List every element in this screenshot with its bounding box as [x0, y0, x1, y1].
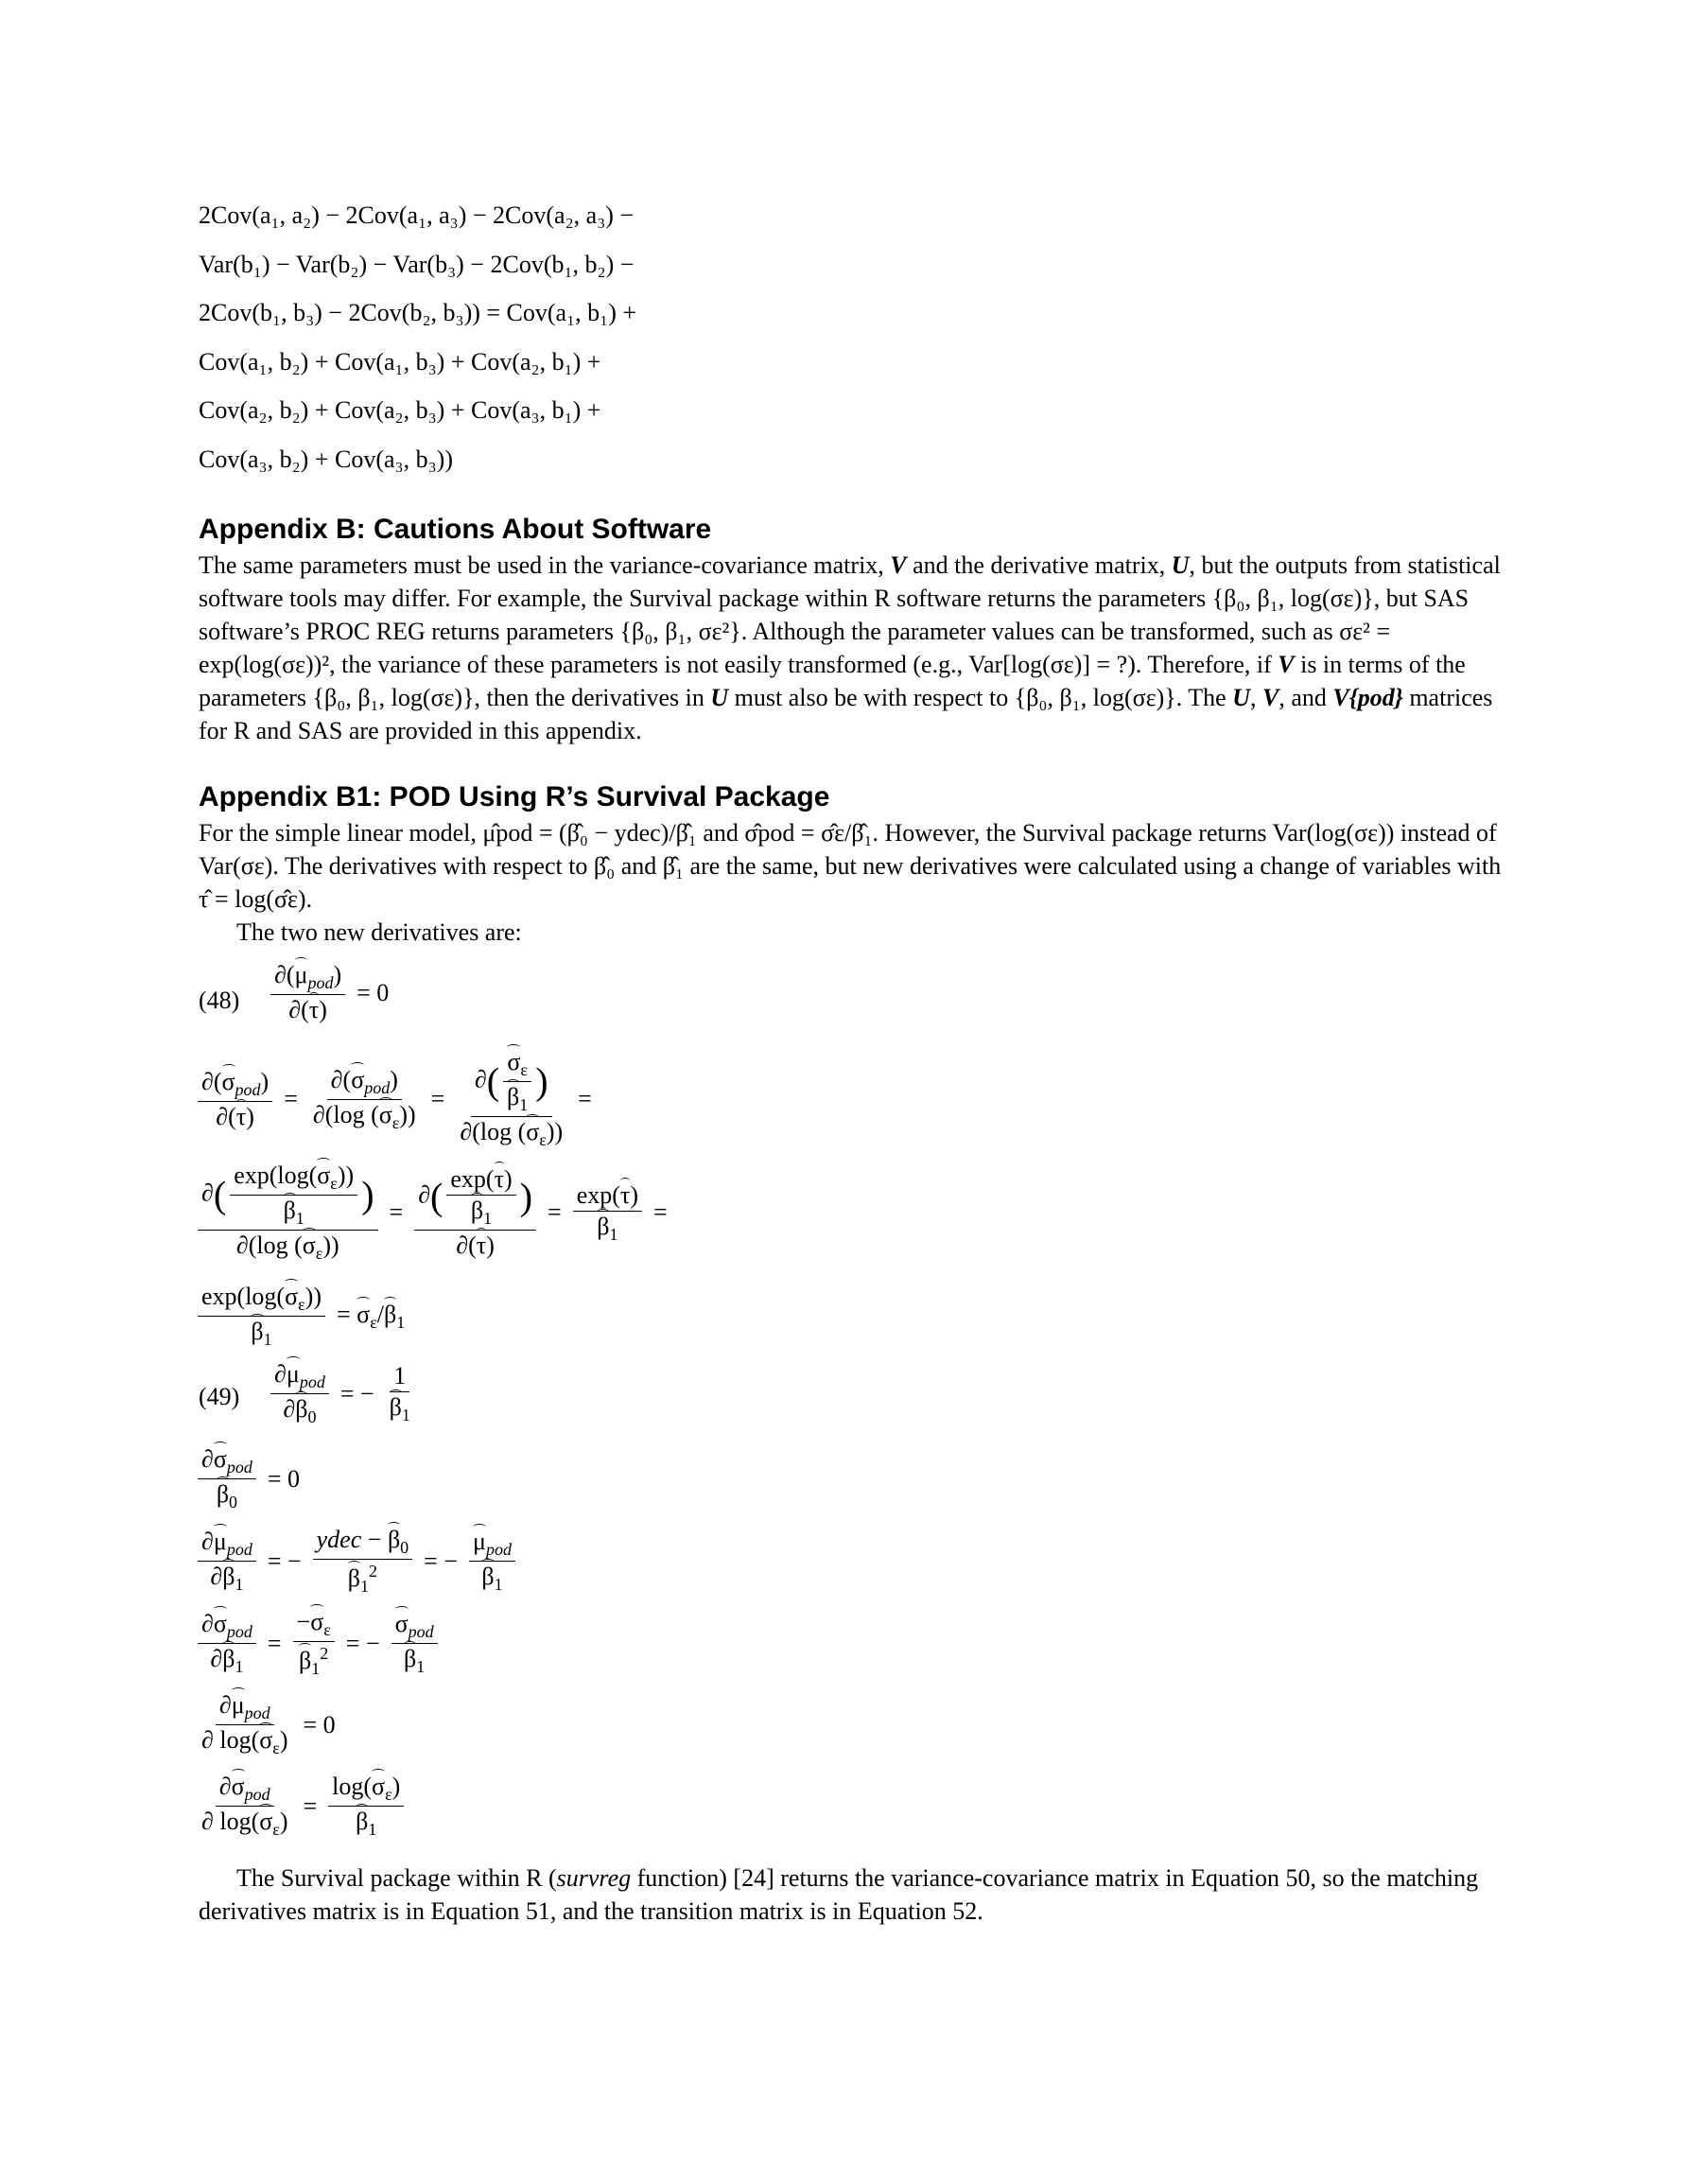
symbol-v: V [890, 551, 907, 579]
symbol-u: U [1171, 551, 1190, 579]
closing-text-2: function) [24] returns the variance-covariance matrix in Equation 50, so the matching derivatives matrix is in Equation 51, and the transition matrix is in Equation 52. [199, 1864, 1479, 1925]
symbol-v-3: V [1261, 684, 1279, 711]
appendix-b1-text-2: The two new derivatives are: [236, 918, 522, 946]
appendix-b-text-6: , and [1278, 684, 1327, 711]
eq-continuation-line-6: Cov(a₃, b₂) + Cov(a₃, b₃)) [199, 446, 453, 473]
appendix-b1-paragraph [199, 816, 1513, 949]
equation-sigma-logsigma: $\frac{\partial\sigma_{pod}}{\partial \log(\sigma_\varepsilon)}$ = $\frac{\log(\sigma_\varepsilon)}{\beta_1}$ [194, 1774, 408, 1838]
eq-continuation-line-2: Var(b₁) − Var(b₂) − Var(b₃) − 2Cov(b₁, b₂) − [199, 251, 635, 278]
appendix-b-text-2: and the derivative matrix, [913, 551, 1166, 579]
appendix-b-paragraph: The same parameters must be used in the variance-covariance matrix, V and the derivative matrix, U, but the outputs from statistical software tools may differ. For example, the Survival package within R software returns the parameters {β₀, β₁, log(σε)}, but SAS software’s PROC REG returns parameters {β₀, β₁, σε²}. Although the parameter values can be transformed, such as σε² = exp(log(σε))², the variance of these parameters is not easily transformed (e.g., Var[log(σε)] = ?). Therefore, if V is in terms of the parameters {β₀, β₁, log(σε)}, then the derivatives in U must also be with respect to {β₀, β₁, log(σε)}. The U, V, and V{pod} matrices for R and SAS are provided in this appendix. [199, 551, 1501, 744]
appendix-b-text-4: is in terms of the parameters {β₀, β₁, log(σε)}, then the derivatives in [199, 651, 1466, 711]
equation-number-48: (48) [199, 987, 240, 1014]
symbol-u-2: U [710, 684, 729, 711]
appendix-b1-text-1: For the simple linear model, μ̂pod = (β̂₀ − ydec)/β̂₁ and σ̂pod = σ̂ε/β̂₁. However, the Survival package returns Var(log(σε)) instead of Var(σε). The derivatives with respect to β̂₀ and β̂₁ are the same, but new derivatives were calculated using a change of variables with τ̂ = log(σ̂ε). [199, 819, 1502, 913]
equation-sigma-beta0: $\frac{\partial\sigma_{pod}}{\beta_0}$ = 0 [194, 1447, 307, 1511]
symbol-u-3: U [1232, 684, 1250, 711]
equation-49: $\frac{\partial\mu_{pod}}{\partial\beta_0}$ = − $\frac{1}{\beta_1}$ [267, 1362, 418, 1425]
survreg-term: survreg [556, 1864, 632, 1892]
equation-48: $\frac{\partial(\mu_{pod})}{\partial(\tau)}$ = 0 [267, 963, 396, 1022]
closing-text-1: The Survival package within R ( [236, 1864, 557, 1892]
eq-continuation-line-1: 2Cov(a₁, a₂) − 2Cov(a₁, a₃) − 2Cov(a₂, a₃) − [199, 201, 635, 229]
eq-continuation-line-4: Cov(a₁, b₂) + Cov(a₁, b₃) + Cov(a₂, b₁) + [199, 348, 601, 376]
appendix-b-heading: Appendix B: Cautions About Software [199, 514, 712, 545]
equation-result: $\frac{\exp(\log(\sigma_\varepsilon))}{\beta_1}$ = $\sigma_\varepsilon/\beta_1$ [194, 1284, 412, 1348]
eq-continuation-line-5: Cov(a₂, b₂) + Cov(a₂, b₃) + Cov(a₃, b₁) + [199, 396, 601, 424]
equation-sigma-tau: $\frac{\partial(\sigma_{pod})}{\partial(\tau)}$ = $\frac{\partial(\sigma_{pod})}{\partial(\log (\sigma_\varepsilon))}$ = ∂( $\frac{\sigma_\varepsilon}{\beta_1}$ ) ∂(log $(\sigma_\varepsilon)$) = [194, 1050, 600, 1149]
equation-sigma-beta1: $\frac{\partial\sigma_{pod}}{\partial\beta_1}$ = $\frac{-\sigma_\varepsilon}{\beta_1^2}$ = − $\frac{\sigma_{pod}}{\beta_1}$ [194, 1610, 442, 1677]
equation-mu-logsigma: $\frac{\partial\mu_{pod}}{\partial \log(\sigma_\varepsilon)}$ = 0 [201, 1691, 336, 1758]
appendix-b-text-7: matrices for R and SAS are provided in this appendix. [199, 684, 1493, 744]
equation-exp-log: ∂( $\frac{\exp(\log(\sigma_\varepsilon))}{\beta_1}$ ) ∂(log $(\sigma_\varepsilon)$) = ∂( $\frac{\exp(\tau)}{\beta_1}$ ) ∂(τ) = $\frac{\exp(\tau)}{\beta_1}$ = [194, 1163, 675, 1263]
appendix-b-text-3: , but the outputs from statistical software tools may differ. For example, the Survival package within R software returns the parameters {β₀, β₁, log(σε)}, but SAS software’s PROC REG returns parameters {β₀, β₁, σε²}. Although the parameter values can be transformed, such as σε² = exp(log(σε))², the variance of these parameters is not easily transformed (e.g., Var[log(σε)] = ?). Therefore, if [199, 551, 1501, 678]
appendix-b1-heading: Appendix B1: POD Using R’s Survival Package [199, 781, 830, 812]
appendix-b-text-5: must also be with respect to {β₀, β₁, log(σε)}. The [734, 684, 1226, 711]
closing-paragraph [199, 1861, 1513, 1928]
equation-number-49: (49) [199, 1383, 240, 1410]
equation-mu-beta1: $\frac{\partial\mu_{pod}}{\partial\beta_1}$ = − $\frac{ydec - \beta_0}{\beta_1^2}$ = − $\frac{\mu_{pod}}{\beta_1}$ [194, 1528, 519, 1595]
symbol-v-pod: V{pod} [1332, 684, 1403, 711]
symbol-v-2: V [1278, 651, 1295, 678]
appendix-b-text-1: The same parameters must be used in the variance-covariance matrix, [199, 551, 884, 579]
eq-continuation-line-3: 2Cov(b₁, b₃) − 2Cov(b₂, b₃)) = Cov(a₁, b₁) + [199, 299, 637, 326]
